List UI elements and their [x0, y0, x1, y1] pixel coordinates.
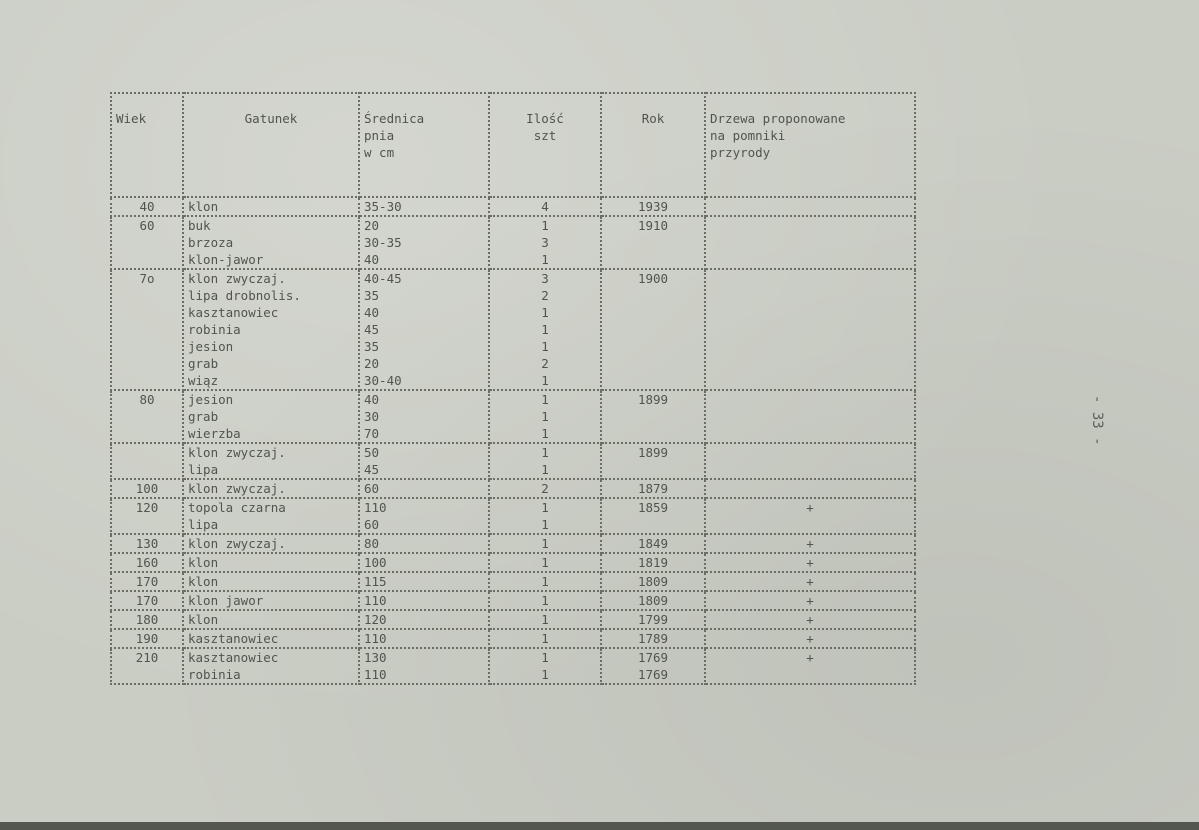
species-line: klon zwyczaj. [188, 481, 286, 496]
age-cell [111, 269, 183, 390]
year-cell [601, 269, 705, 390]
year-value: 1939 [637, 199, 669, 214]
page-number: - 33 - [1089, 395, 1105, 446]
year-cell [601, 216, 705, 269]
species-line: lipa [188, 517, 219, 532]
species-line: klon [188, 612, 219, 627]
quantity-line: 1 [541, 409, 549, 424]
year-cell [601, 629, 705, 648]
diameter-cell [359, 216, 489, 269]
age-value: 210 [135, 650, 159, 665]
species-line: klon [188, 574, 219, 589]
year-value: 1809 [637, 593, 669, 608]
quantity-cell [489, 197, 601, 216]
diameter-line: 20 [364, 218, 380, 233]
species-line: kasztanowiec [188, 631, 279, 646]
age-cell [111, 610, 183, 629]
diameter-line: 50 [364, 445, 380, 460]
diameter-cell [359, 443, 489, 479]
species-line: lipa [188, 462, 219, 477]
monument-mark-cell [705, 553, 915, 572]
age-cell [111, 443, 183, 479]
quantity-line: 1 [541, 218, 549, 233]
monument-mark-cell [705, 572, 915, 591]
species-cell [183, 197, 359, 216]
diameter-line: 110 [364, 631, 387, 646]
diameter-cell [359, 197, 489, 216]
year-cell [601, 610, 705, 629]
diameter-line: 40-45 [364, 271, 402, 286]
age-cell [111, 648, 183, 684]
monument-mark-cell [705, 479, 915, 498]
age-value: 160 [135, 555, 159, 570]
diameter-cell [359, 534, 489, 553]
quantity-line: 1 [541, 517, 549, 532]
year-cell [601, 197, 705, 216]
table-row [111, 269, 915, 390]
quantity-line: 2 [541, 481, 549, 496]
diameter-cell [359, 610, 489, 629]
species-cell [183, 553, 359, 572]
diameter-line: 60 [364, 481, 380, 496]
species-cell [183, 498, 359, 534]
year-value: 1879 [637, 481, 669, 496]
quantity-line: 3 [541, 271, 549, 286]
monument-mark-cell [705, 648, 915, 684]
quantity-line: 1 [541, 650, 549, 665]
year-value: 1899 [637, 392, 669, 407]
quantity-line: 1 [541, 500, 549, 515]
header-quantity: Ilość szt [489, 93, 601, 197]
quantity-cell [489, 648, 601, 684]
quantity-cell [489, 390, 601, 443]
species-cell [183, 572, 359, 591]
age-value: 40 [139, 199, 155, 214]
age-cell [111, 591, 183, 610]
species-line: klon zwyczaj. [188, 536, 286, 551]
quantity-cell [489, 269, 601, 390]
species-cell [183, 629, 359, 648]
quantity-line: 1 [541, 426, 549, 441]
species-cell [183, 479, 359, 498]
table-body [111, 197, 915, 684]
age-value: 180 [135, 612, 159, 627]
trees-table [110, 92, 916, 685]
monument-mark-cell [705, 443, 915, 479]
diameter-line: 35 [364, 288, 380, 303]
quantity-cell [489, 498, 601, 534]
species-line: lipa drobnolis. [188, 288, 301, 303]
monument-mark-cell [705, 269, 915, 390]
table-row [111, 534, 915, 553]
monument-mark-value: + [806, 612, 814, 627]
age-cell [111, 390, 183, 443]
year-cell [601, 572, 705, 591]
year-cell [601, 591, 705, 610]
diameter-line: 40 [364, 392, 380, 407]
quantity-cell [489, 572, 601, 591]
year-value: 1799 [637, 612, 669, 627]
year-value: 1769 1769 [637, 650, 669, 682]
diameter-cell [359, 479, 489, 498]
species-cell [183, 269, 359, 390]
year-value: 1849 [637, 536, 669, 551]
table-row [111, 591, 915, 610]
quantity-cell [489, 553, 601, 572]
diameter-line: 20 [364, 356, 380, 371]
monument-mark-cell [705, 390, 915, 443]
diameter-line: 115 [364, 574, 387, 589]
diameter-cell [359, 591, 489, 610]
monument-mark-cell [705, 629, 915, 648]
table-row [111, 390, 915, 443]
monument-mark-value: + [806, 631, 814, 646]
monument-mark-cell [705, 610, 915, 629]
age-value: 100 [135, 481, 159, 496]
year-value: 1910 [637, 218, 669, 233]
species-line: klon [188, 555, 219, 570]
diameter-cell [359, 572, 489, 591]
species-line: klon-jawor [188, 252, 264, 267]
diameter-cell [359, 390, 489, 443]
table-row [111, 443, 915, 479]
species-line: klon zwyczaj. [188, 271, 286, 286]
diameter-line: 40 [364, 305, 380, 320]
diameter-line: 30-40 [364, 373, 402, 388]
year-value: 1900 [637, 271, 669, 286]
age-value: 170 [135, 574, 159, 589]
year-value: 1789 [637, 631, 669, 646]
monument-mark-value: + [806, 500, 814, 515]
age-cell [111, 479, 183, 498]
header-age: Wiek [111, 93, 183, 197]
species-line: robinia [188, 322, 241, 337]
species-line: klon jawor [188, 593, 264, 608]
table-row [111, 216, 915, 269]
species-line: grab [188, 356, 219, 371]
quantity-cell [489, 610, 601, 629]
age-value: 170 [135, 593, 159, 608]
species-cell [183, 216, 359, 269]
species-cell [183, 390, 359, 443]
diameter-line: 40 [364, 252, 380, 267]
year-value: 1859 [637, 500, 669, 515]
quantity-line: 1 [541, 252, 549, 267]
diameter-cell [359, 648, 489, 684]
species-line: klon zwyczaj. [188, 445, 286, 460]
diameter-cell [359, 269, 489, 390]
year-value: 1899 [637, 445, 669, 460]
species-line: jesion [188, 392, 234, 407]
quantity-line: 1 [541, 555, 549, 570]
species-cell [183, 591, 359, 610]
quantity-line: 1 [541, 667, 549, 682]
table-row [111, 498, 915, 534]
header-diameter: Średnica pnia w cm [359, 93, 489, 197]
diameter-line: 30 [364, 409, 380, 424]
monument-mark-cell [705, 216, 915, 269]
table-row [111, 629, 915, 648]
diameter-line: 35-30 [364, 199, 402, 214]
age-value: 190 [135, 631, 159, 646]
species-line: klon [188, 199, 219, 214]
diameter-line: 120 [364, 612, 387, 627]
species-line: kasztanowiec [188, 305, 279, 320]
diameter-line: 70 [364, 426, 380, 441]
quantity-line: 2 [541, 288, 549, 303]
species-line: brzoza [188, 235, 234, 250]
year-cell [601, 390, 705, 443]
quantity-cell [489, 443, 601, 479]
age-value: 130 [135, 536, 159, 551]
quantity-line: 3 [541, 235, 549, 250]
year-cell [601, 479, 705, 498]
species-line: wierzba [188, 426, 241, 441]
age-cell [111, 572, 183, 591]
quantity-line: 1 [541, 322, 549, 337]
quantity-cell [489, 591, 601, 610]
age-value: 120 [135, 500, 159, 515]
species-cell [183, 648, 359, 684]
species-cell [183, 610, 359, 629]
quantity-line: 1 [541, 574, 549, 589]
diameter-line: 45 [364, 322, 380, 337]
quantity-cell [489, 216, 601, 269]
diameter-line: 110 [364, 500, 387, 515]
quantity-line: 1 [541, 462, 549, 477]
table-row [111, 648, 915, 684]
species-cell [183, 534, 359, 553]
quantity-line: 1 [541, 305, 549, 320]
species-line: robinia [188, 667, 241, 682]
species-line: kasztanowiec [188, 650, 279, 665]
quantity-line: 1 [541, 445, 549, 460]
table-header-row [111, 93, 915, 197]
quantity-line: 1 [541, 536, 549, 551]
diameter-line: 80 [364, 536, 380, 551]
age-cell [111, 197, 183, 216]
year-value: 1809 [637, 574, 669, 589]
year-cell [601, 648, 705, 684]
species-line: buk [188, 218, 211, 233]
year-cell [601, 534, 705, 553]
species-cell [183, 443, 359, 479]
table-row [111, 197, 915, 216]
table-row [111, 553, 915, 572]
age-cell [111, 534, 183, 553]
monument-mark-value: + [806, 650, 814, 665]
quantity-line: 2 [541, 356, 549, 371]
year-cell [601, 553, 705, 572]
quantity-line: 1 [541, 631, 549, 646]
monument-mark-cell [705, 197, 915, 216]
scan-bottom-edge [0, 822, 1199, 830]
year-value: 1819 [637, 555, 669, 570]
diameter-line: 100 [364, 555, 387, 570]
diameter-line: 110 [364, 667, 387, 682]
age-cell [111, 629, 183, 648]
diameter-line: 130 [364, 650, 387, 665]
age-value: 7o [139, 271, 155, 286]
diameter-cell [359, 498, 489, 534]
monument-mark-cell [705, 591, 915, 610]
year-cell [601, 443, 705, 479]
quantity-cell [489, 534, 601, 553]
diameter-line: 35 [364, 339, 380, 354]
quantity-line: 1 [541, 612, 549, 627]
table-row [111, 610, 915, 629]
table-row [111, 572, 915, 591]
quantity-line: 1 [541, 392, 549, 407]
header-species: Gatunek [183, 93, 359, 197]
diameter-line: 110 [364, 593, 387, 608]
header-monument-proposal: Drzewa proponowane na pomniki przyrody [705, 93, 915, 197]
quantity-line: 1 [541, 593, 549, 608]
age-value: 80 [139, 392, 155, 407]
species-line: wiąz [188, 373, 219, 388]
age-cell [111, 553, 183, 572]
monument-mark-value: + [806, 536, 814, 551]
monument-mark-value: + [806, 574, 814, 589]
diameter-line: 45 [364, 462, 380, 477]
quantity-line: 4 [541, 199, 549, 214]
quantity-cell [489, 629, 601, 648]
year-cell [601, 498, 705, 534]
age-cell [111, 498, 183, 534]
diameter-line: 30-35 [364, 235, 402, 250]
quantity-line: 1 [541, 339, 549, 354]
diameter-cell [359, 553, 489, 572]
monument-mark-cell [705, 534, 915, 553]
table-row [111, 479, 915, 498]
age-cell [111, 216, 183, 269]
age-value: 60 [139, 218, 155, 233]
species-line: grab [188, 409, 219, 424]
diameter-line: 60 [364, 517, 380, 532]
quantity-line: 1 [541, 373, 549, 388]
monument-mark-cell [705, 498, 915, 534]
species-line: jesion [188, 339, 234, 354]
monument-mark-value: + [806, 593, 814, 608]
species-line: topola czarna [188, 500, 286, 515]
diameter-cell [359, 629, 489, 648]
header-year: Rok [601, 93, 705, 197]
monument-mark-value: + [806, 555, 814, 570]
quantity-cell [489, 479, 601, 498]
